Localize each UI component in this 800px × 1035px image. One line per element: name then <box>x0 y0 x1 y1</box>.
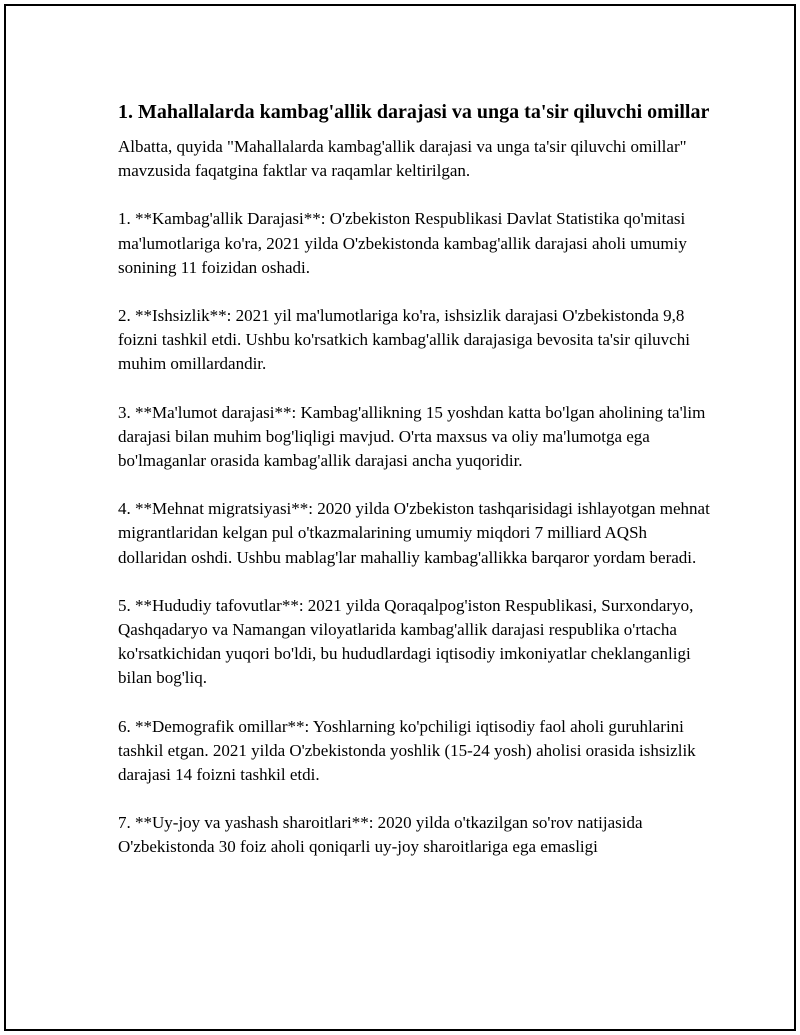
fact-list <box>118 207 718 859</box>
fact-item-unemployment: 2. **Ishsizlik**: 2021 yil ma'lumotlariga ko'ra, ishsizlik darajasi O'zbekistonda 9,8 foizni tashkil etdi. Ushbu ko'rsatkich kambag'allik darajasiga bevosita ta'sir qiluvchi muhim omillardandir. <box>118 306 690 374</box>
fact-item-demographic-factors: 6. **Demografik omillar**: Yoshlarning ko'pchiligi iqtisodiy faol aholi guruhlarini tashkil etgan. 2021 yilda O'zbekistonda yoshlik (15-24 yosh) aholisi orasida ishsizlik darajasi 14 foizni tashkil etdi. <box>118 716 696 785</box>
fact-item-education-level: 3. **Ma'lumot darajasi**: Kambag'allikning 15 yoshdan katta bo'lgan aholining ta'lim darajasi bilan muhim bog'liqligi mavjud. O'rta maxsus va oliy ma'lumotga ega bo'lmaganlar orasida kambag'allik darajasi ancha yuqoridir. <box>118 402 706 471</box>
fact-item-housing-conditions: 7. **Uy-joy va yashash sharoitlari**: 2020 yilda o'tkazilgan so'rov natijasida O'zbekistonda 30 foiz aholi qoniqarli uy-joy sharoitlariga ega emasligi <box>118 813 643 857</box>
fact-item-regional-differences: 5. **Hududiy tafovutlar**: 2021 yilda Qoraqalpog'iston Respublikasi, Surxondaryo, Qashqadaryo va Namangan viloyatlarida kambag'allik darajasi respublika o'rtacha ko'rsatkichidan yuqori bo'ldi, bu hududlardagi iqtisodiy imkoniyatlar cheklanganligi bilan bog'liq. <box>118 595 694 688</box>
document-content <box>118 98 718 884</box>
document-heading: 1. Mahallalarda kambag'allik darajasi va unga ta'sir qiluvchi omillar <box>118 101 710 123</box>
document-page <box>4 4 796 1031</box>
fact-item-labor-migration: 4. **Mehnat migratsiyasi**: 2020 yilda O'zbekiston tashqarisidagi ishlayotgan mehnat migrantlaridan kelgan pul o'tkazmalarining umumiy miqdori 7 milliard AQSh dollaridan oshdi. Ushbu mablag'lar mahalliy kambag'allikka barqaror yordam beradi. <box>118 499 710 567</box>
fact-item-poverty-level: 1. **Kambag'allik Darajasi**: O'zbekiston Respublikasi Davlat Statistika qo'mitasi ma'lumotlariga ko'ra, 2021 yilda O'zbekistonda kambag'allik darajasi aholi umumiy sonining 11 foizidan oshadi. <box>118 209 687 277</box>
intro-paragraph: Albatta, quyida "Mahallalarda kambag'allik darajasi va unga ta'sir qiluvchi omillar" mavzusida faqatgina faktlar va raqamlar keltirilgan. <box>118 137 687 181</box>
